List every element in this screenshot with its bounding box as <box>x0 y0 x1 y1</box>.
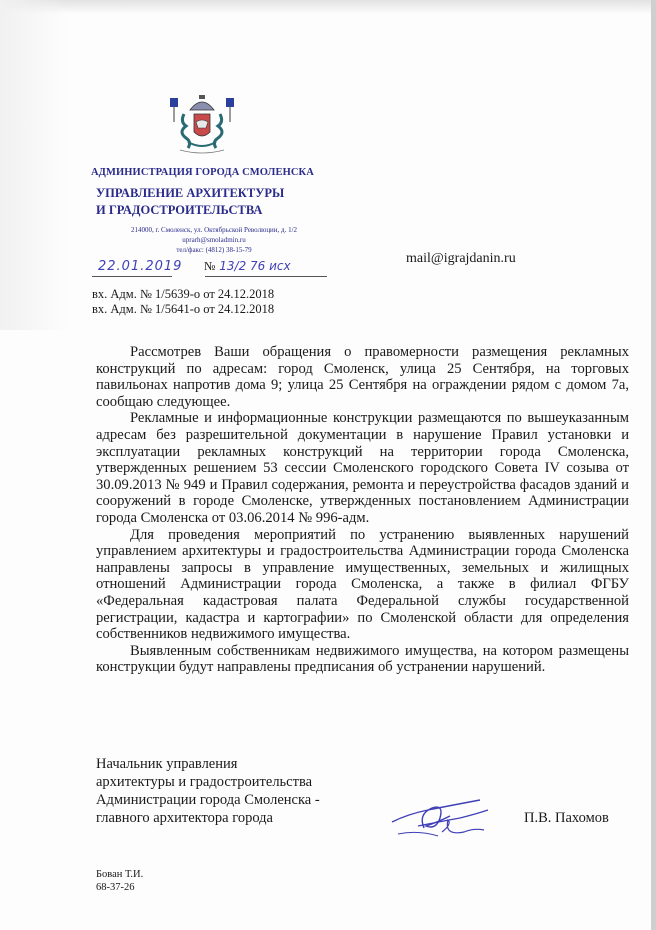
coat-of-arms-icon <box>166 92 238 156</box>
executor-phone: 68-37-26 <box>96 882 135 893</box>
executor-name: Бован Т.И. <box>96 869 144 880</box>
department-name <box>96 185 336 219</box>
signatory-title-line: главного архитектора города <box>96 810 273 826</box>
department-line-1: УПРАВЛЕНИЕ АРХИТЕКТУРЫ <box>96 186 285 200</box>
body-paragraph: Рассмотрев Ваши обращения о правомерности размещения рекламных конструкций по адресам: город Смоленск, улица 25 Сентября, на торговых павильонах напротив дома 9; улица 25 Сентября на ограждении рядом с домом 7а, сообщаю следующее. <box>96 344 629 410</box>
registration-number <box>204 259 291 274</box>
scan-left-shadow <box>0 0 70 330</box>
signatory-title-line: Администрации города Смоленска - <box>96 792 320 808</box>
number-underline <box>205 276 327 277</box>
registration-date: 22.01.2019 <box>98 259 183 274</box>
signatory-title-line: Начальник управления <box>96 756 238 772</box>
reference-line: вх. Адм. № 1/5641-о от 24.12.2018 <box>92 302 275 316</box>
letterhead-email: uprarh@smoladmin.ru <box>182 236 246 244</box>
number-prefix: № <box>204 259 216 273</box>
date-underline <box>92 276 172 277</box>
letterhead-address: 214000, г. Смоленск, ул. Октябрьской Революции, д. 1/2 <box>130 226 298 234</box>
reference-line: вх. Адм. № 1/5639-о от 24.12.2018 <box>92 287 275 301</box>
letterhead-phone: тел/факс: (4812) 38-15-79 <box>176 246 252 254</box>
executor-info <box>96 868 143 894</box>
scan-top-edge <box>0 0 656 14</box>
signatory-title <box>96 755 320 827</box>
body-paragraph: Рекламные и информационные конструкции размещаются по вышеуказанным адресам без разрешительной документации в нарушение Правил установки и эксплуатации рекламных конструкций на территории города Смоленска, утвержденных решением 53 сессии Смоленского городского Совета IV созыва от 30.09.2013 № 949 и Правил содержания, ремонта и переустройства фасадов зданий и сооружений в городе Смоленске, утвержденных постановлением Администрации города Смоленска от 03.06.2014 № 996-адм. <box>96 410 629 526</box>
recipient-email: mail@igrajdanin.ru <box>406 251 516 266</box>
signatory-name: П.В. Пахомов <box>524 810 609 826</box>
incoming-references <box>92 287 274 317</box>
signatory-title-line: архитектуры и градостроительства <box>96 774 313 790</box>
body-paragraph: Для проведения мероприятий по устранению выявленных нарушений управлением архитектуры и градостроительства Администрации города Смоленска направлены запросы в управление имущественных, земельных и жилищных отношений Администрации города Смоленска, а также в филиал ФГБУ «Федеральная кадастровая палата Федеральной службы государственной регистрации, кадастра и картографии» по Смоленской области для определения собственников недвижимого имущества. <box>96 526 629 643</box>
number-value: 13/2 76 исх <box>219 259 291 273</box>
department-line-2: И ГРАДОСТРОИТЕЛЬСТВА <box>96 203 263 217</box>
scan-right-border <box>651 0 656 930</box>
letter-body <box>96 344 629 676</box>
letterhead-contacts <box>94 225 334 255</box>
body-paragraph: Выявленным собственникам недвижимого имущества, на котором размещены конструкции будут направлены предписания об устранении нарушений. <box>96 642 629 676</box>
handwritten-signature <box>388 792 494 842</box>
admin-name: АДМИНИСТРАЦИЯ ГОРОДА СМОЛЕНСКА <box>91 167 314 178</box>
